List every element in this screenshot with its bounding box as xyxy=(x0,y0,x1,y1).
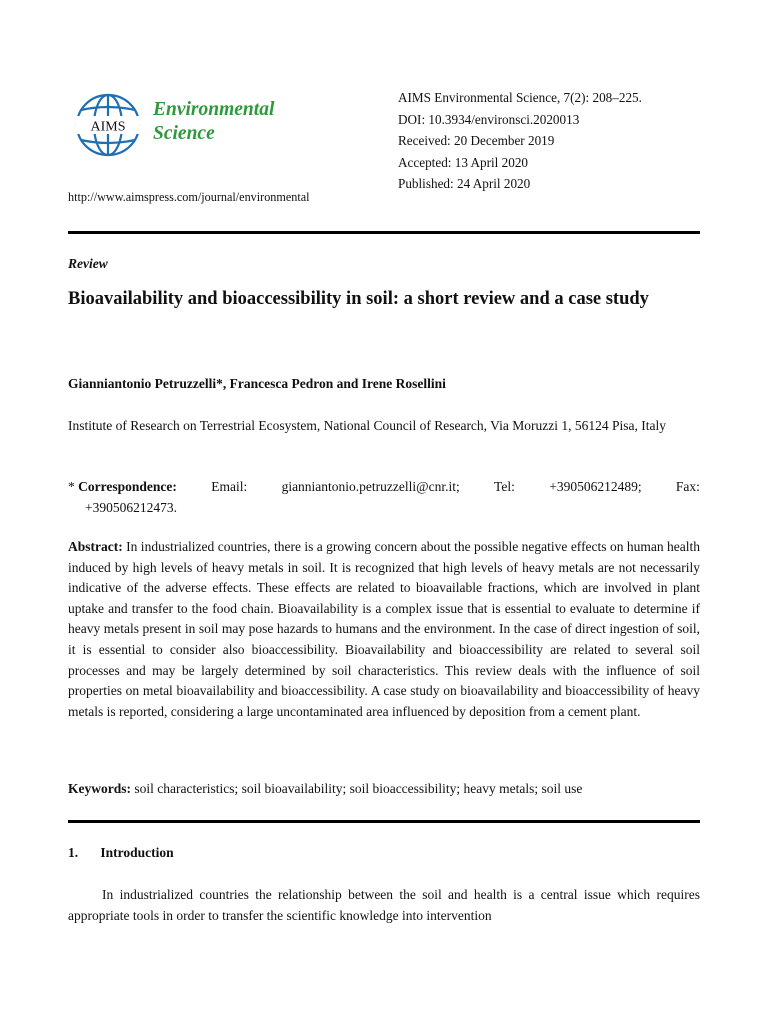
abstract xyxy=(68,537,700,722)
article-type: Review xyxy=(68,256,108,271)
email-address[interactable]: gianniantonio.petruzzelli@cnr.it; xyxy=(281,479,460,494)
keywords-label: Keywords: xyxy=(68,781,131,796)
correspondence-marker: * xyxy=(68,479,75,494)
abstract-divider xyxy=(68,820,700,823)
keywords xyxy=(68,779,700,800)
fax-label: Fax: xyxy=(675,479,700,494)
article-metadata xyxy=(398,87,642,195)
fax-number: +390506212473. xyxy=(85,499,177,515)
affiliation: Institute of Research on Terrestrial Ecosystem, National Council of Research, Via Moruzzi 1, 56124 Pisa, Italy xyxy=(68,418,666,433)
header-divider xyxy=(68,231,700,234)
journal-logo xyxy=(72,92,302,158)
journal-name xyxy=(153,98,274,146)
authors: Gianniantonio Petruzzelli*, Francesca Pedron and Irene Rosellini xyxy=(68,376,446,391)
abstract-text: In industrialized countries, there is a growing concern about the possible negative effects on human health induced by high levels of heavy metals in soil. It is recognized that high levels of heavy metals are not necessarily indicative of the adverse effects. These effects are related to bioavailable fractions, which are involved in plant uptake and transfer to the food chain. Bioavailability is a complex issue that is essential to evaluate to determine if heavy metals present in soil may pose hazards to humans and the environment. In the case of direct ingestion of soil, it is essential to consider also bioaccessibility. Bioavailability and bioaccessibility are related to several soil processes and may be largely determined by soil characteristics. This review deals with the influence of soil properties on metal bioavailability and bioaccessibility. A case study on bioavailability and bioaccessibility of heavy metals is reported, considering a large uncontaminated area influenced by deposition from a cement plant. xyxy=(68,539,701,719)
tel-label: Tel: xyxy=(494,479,515,494)
email-label: Email: xyxy=(211,479,248,494)
published-date: Published: 24 April 2020 xyxy=(398,176,531,191)
keywords-text: soil characteristics; soil bioavailability; soil bioaccessibility; heavy metals; soil use xyxy=(134,781,583,796)
doi: DOI: 10.3934/environsci.2020013 xyxy=(398,111,580,127)
received-date: Received: 20 December 2019 xyxy=(398,133,555,148)
correspondence xyxy=(68,477,700,518)
article-title: Bioavailability and bioaccessibility in soil: a short review and a case study xyxy=(68,289,649,309)
journal-url[interactable]: http://www.aimspress.com/journal/environmental xyxy=(68,190,310,204)
abstract-label: Abstract: xyxy=(68,539,123,554)
section-heading-introduction xyxy=(68,845,174,861)
section-title: Introduction xyxy=(100,845,174,860)
journal-name-line1: Environmental xyxy=(153,99,275,120)
section-number: 1. xyxy=(68,845,79,860)
citation: AIMS Environmental Science, 7(2): 208–225. xyxy=(398,90,642,105)
correspondence-label: Correspondence: xyxy=(78,479,177,494)
journal-name-line2: Science xyxy=(153,123,215,144)
correspondence-label-group xyxy=(68,477,177,498)
logo-acronym: AIMS xyxy=(90,119,126,135)
introduction-paragraph: In industrialized countries the relationship between the soil and health is a central issue which requires appropriate tools in order to transfer the scientific knowledge into intervention xyxy=(68,887,700,923)
accepted-date: Accepted: 13 April 2020 xyxy=(398,154,529,170)
globe-icon xyxy=(72,92,144,158)
tel-number: +390506212489; xyxy=(549,479,642,494)
